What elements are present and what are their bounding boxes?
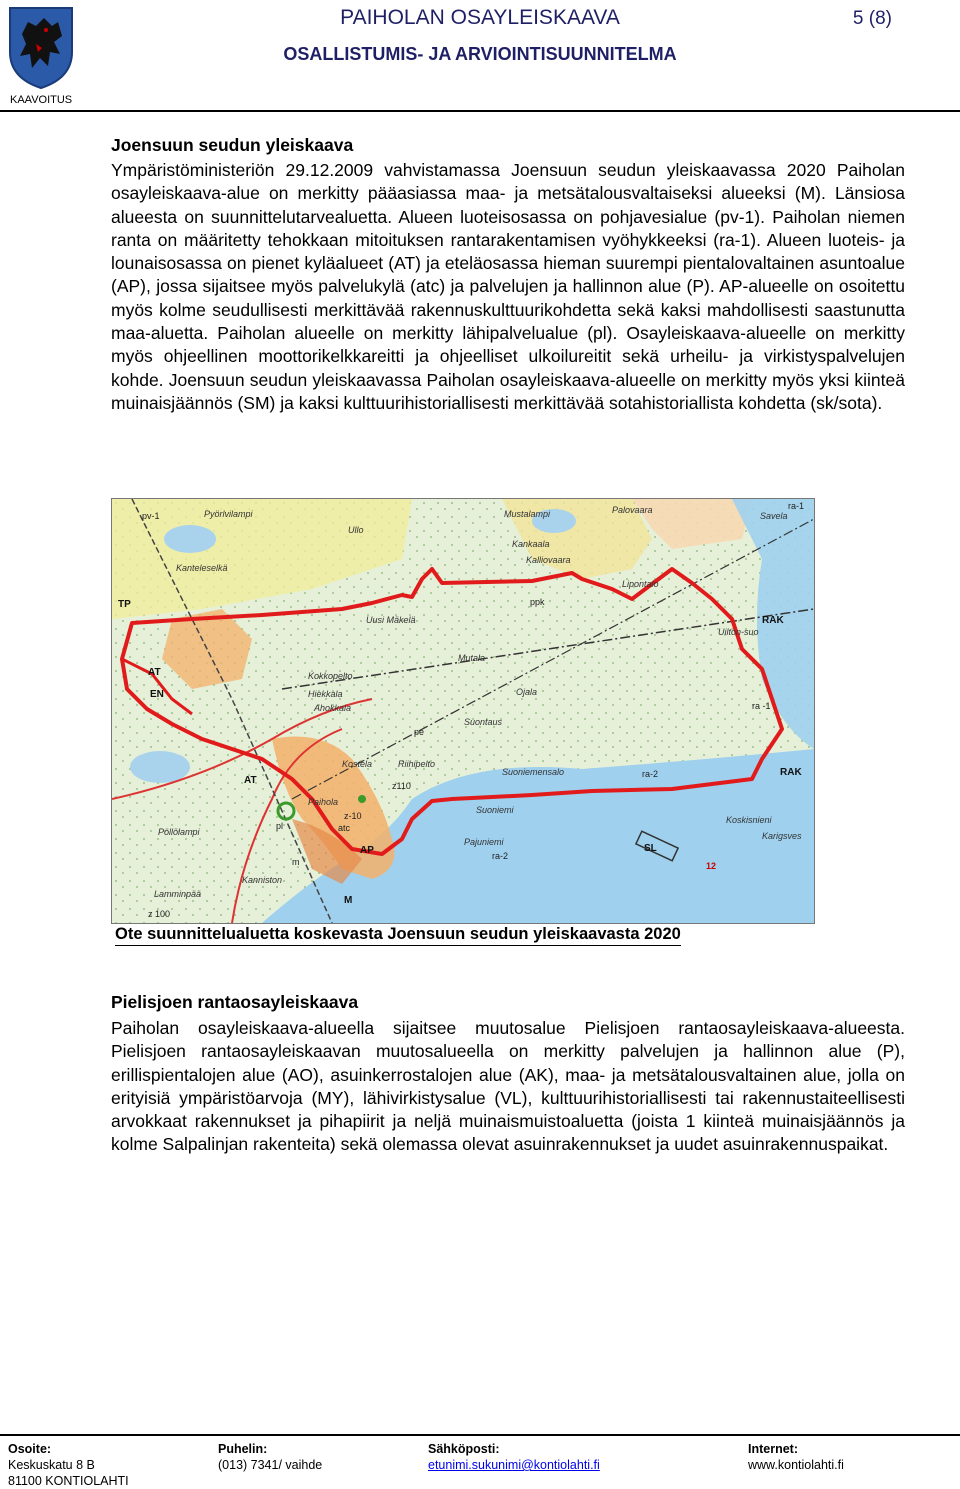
map-label: Suoniemensalo	[502, 767, 565, 777]
footer-address-label: Osoite:	[8, 1442, 52, 1456]
footer-phone	[218, 1441, 322, 1473]
map-label: M	[344, 895, 353, 906]
map-label: AT	[148, 667, 161, 678]
map-label: ra-1	[788, 501, 805, 511]
map-label: SL	[644, 843, 657, 854]
map-label: Ahokkala	[314, 703, 352, 713]
map-label: Uilton-suo	[718, 627, 759, 637]
map-label: z110	[392, 781, 411, 791]
map-label: z-10	[344, 811, 362, 821]
map-label: Kostela	[342, 759, 373, 769]
footer-address	[8, 1441, 129, 1489]
header-divider	[0, 110, 960, 112]
map-label: Paihola	[308, 797, 339, 807]
map-label: AT	[244, 775, 257, 786]
footer-email-link[interactable]: etunimi.sukunimi@kontiolahti.fi	[428, 1458, 600, 1472]
map-label: Kankaala	[512, 539, 550, 549]
map-label: Savela	[760, 511, 788, 521]
map-label: Riihipelto	[398, 759, 436, 769]
page-number: 5 (8)	[852, 8, 892, 29]
map-label: Mustalampi	[504, 509, 551, 519]
department-label: KAAVOITUS	[10, 94, 73, 106]
document-title: PAIHOLAN OSAYLEISKAAVA	[340, 6, 620, 29]
map-label: Suoniemi	[476, 805, 514, 815]
map-label: ra-2	[642, 769, 659, 779]
map-label: TP	[118, 599, 131, 610]
map-label: ra -1	[752, 701, 771, 711]
map-label: Uusi Mäkelä	[366, 615, 416, 625]
map-label: pv-1	[142, 511, 160, 521]
map-label: Karigsves	[762, 831, 802, 841]
map-label: AP	[360, 845, 374, 856]
map-label: Kokkopelto	[308, 671, 353, 681]
map-label: Kanteleselkä	[176, 563, 228, 573]
map-label: 12	[706, 861, 717, 871]
footer-email	[428, 1441, 600, 1473]
map-label: ppk	[530, 597, 545, 607]
footer-web-link[interactable]: www.kontiolahti.fi	[748, 1458, 844, 1472]
document-subtitle: OSALLISTUMIS- JA ARVIOINTISUUNNITELMA	[283, 44, 677, 64]
section-body-joensuu: Ympäristöministeriön 29.12.2009 vahvistamassa Joensuun seudun yleiskaavassa 2020 Paiholan osayleiskaava-alue on merkitty pääasiassa maa- ja metsätalousvaltaiseksi alueeksi (M). Länsiosa alueesta on suunnittelutarvealuetta. Alueen luoteisosassa on pohjavesialue (pv-1). Paiholan niemen ranta on määritetty tehokkaan mitoituksen rantarakentamisen vyöhykkeeksi (ra-1). Alueen luoteis- ja lounaisosassa on pienet kyläalueet (AT) ja eteläosassa hieman suurempi pientalovaltainen asuntoalue (AP), jossa sijaitsee myös palvelukylä (atc) ja palvelujen ja hallinnon alue (P). AP-alueelle on osoitettu myös kolme seudullisesti merkittävää rakennuskulttuurikohdetta sekä kaksi mahdollisesti saastunutta maa-aluetta. Paiholan alueelle on merkitty lähipalvelualue (pl). Osayleiskaava-alueelle on merkitty myös ohjeellinen moottorikelkkareitti ja ohjeelliset ulkoilureitit sekä urheilu- ja virkistyspalvelujen kohde. Joensuun seudun yleiskaavassa Paiholan osayleiskaava-alueelle on merkitty myös yksi kiinteä muinaisjäännös (SM) ja kaksi kulttuurihistoriallisesti merkittävää sotahistoriallista kohdetta (sk/sota).	[111, 160, 905, 413]
map-label: Kalliovaara	[526, 555, 571, 565]
map-label: Pyörlvilampi	[204, 509, 253, 519]
footer-address-line1: Keskuskatu 8 B	[8, 1458, 95, 1472]
map-label: Hiekkala	[308, 689, 343, 699]
plan-map	[111, 498, 815, 924]
section-heading-joensuu: Joensuun seudun yleiskaava	[111, 135, 354, 155]
map-label: EN	[150, 689, 164, 700]
map-label: z 100	[148, 909, 171, 919]
footer-phone-value: (013) 7341/ vaihde	[218, 1458, 323, 1472]
footer-web	[748, 1441, 844, 1473]
map-label: Koskisnieni	[726, 815, 772, 825]
footer-divider	[0, 1434, 960, 1436]
map-label: m	[292, 857, 300, 867]
section-heading-pielisjoki: Pielisjoen rantaosayleiskaava	[111, 992, 359, 1012]
map-label: Palovaara	[612, 505, 653, 515]
map-label: Suontaus	[464, 717, 503, 727]
map-label: Ullo	[348, 525, 364, 535]
map-label: Mutala	[458, 653, 486, 663]
map-label: Kanniston	[242, 875, 283, 885]
map-label: Pöllölampi	[158, 827, 200, 837]
map-label: RAK	[762, 615, 784, 626]
footer-web-label: Internet:	[748, 1442, 798, 1456]
map-label: pe	[414, 727, 425, 737]
map-caption: Ote suunnittelualuetta koskevasta Joensuun seudun yleiskaavasta 2020	[115, 925, 681, 946]
map-label: Pajuniemi	[464, 837, 504, 847]
footer-email-label: Sähköposti:	[428, 1442, 500, 1456]
footer-address-line2: 81100 KONTIOLAHTI	[8, 1474, 129, 1488]
section-body-pielisjoki: Paiholan osayleiskaava-alueella sijaitsee muutosalue Pielisjoen rantaosayleiskaava-alueesta. Pielisjoen rantaosayleiskaavan muutosalueella on merkitty palvelujen ja hallinnon alue (P), erillispientalojen alue (AO), asuinkerrostalojen alue (AK), maa- ja metsätalousvaltainen alue, jolla on erityisiä ympäristöarvoja (MY), lähivirkistysalue (VL), kulttuurihistoriallisesti tai rakennustaiteellisesti arvokkaat rakennukset ja pihapiirit ja neljä muinaismuistoaluetta (joista 1 kiinteä muinaisjäännös ja kolme Salpalinjan rakenteita) sekä olemassa olevat asuinrakennukset ja uudet asuinrakennuspaikat.	[111, 1018, 905, 1155]
map-label: Ojala	[516, 687, 538, 697]
map-label: Lamminpää	[154, 889, 202, 899]
map-label: atc	[338, 823, 351, 833]
map-label: ra-2	[492, 851, 509, 861]
map-label: pl	[276, 821, 284, 831]
map-label: Lipontalo	[622, 579, 659, 589]
map-label: RAK	[780, 767, 802, 778]
footer-phone-label: Puhelin:	[218, 1442, 268, 1456]
